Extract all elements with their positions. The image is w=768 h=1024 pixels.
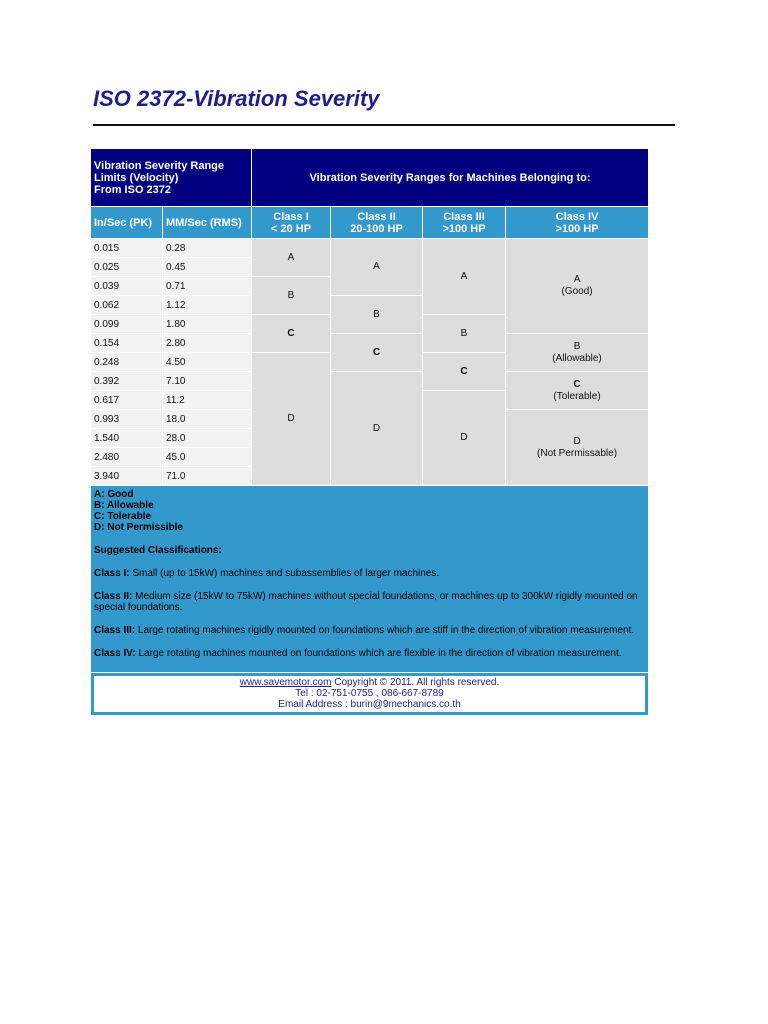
mm-sec-value: 28.0 [163, 429, 252, 448]
zone-letter: D [573, 435, 581, 447]
in-sec-value: 0.025 [91, 258, 163, 277]
mm-sec-value: 2.80 [163, 334, 252, 353]
copyright-text: Copyright © 2011. All rights reserved. [331, 677, 500, 688]
class-3-zone-c: C [423, 353, 506, 391]
mm-sec-value: 4.50 [163, 353, 252, 372]
classification-entry [94, 568, 645, 579]
col-class-3 [423, 207, 506, 239]
mm-sec-value: 0.45 [163, 258, 252, 277]
legend-item: C: Tolerable [94, 511, 152, 522]
in-sec-value: 0.392 [91, 372, 163, 391]
class-2-zone-a: A [331, 239, 423, 296]
in-sec-value: 0.062 [91, 296, 163, 315]
vibration-severity-table [90, 148, 649, 716]
legend-item: B: Allowable [94, 500, 154, 511]
classification-label: Class I: [94, 568, 130, 579]
in-sec-value: 3.940 [91, 467, 163, 486]
zone-description: (Good) [561, 286, 593, 297]
zone-letter: B [573, 340, 581, 352]
class-4-range: >100 HP [555, 222, 599, 235]
class-3-zone-a: A [423, 239, 506, 315]
col-mm-sec: MM/Sec (RMS) [163, 207, 252, 239]
class-2-zone-c: C [331, 334, 423, 372]
class-3-name: Class III [443, 210, 485, 223]
suggested-classifications-title: Suggested Classifications: [94, 545, 222, 556]
zone-letter: A [573, 274, 581, 285]
email-line: Email Address : burin@9mechanics.co.th [278, 699, 461, 710]
range-limits-header [91, 149, 252, 207]
class-1-zone-d: D [252, 353, 331, 486]
class-4-zone-a [506, 239, 649, 334]
mm-sec-value: 1.80 [163, 315, 252, 334]
legend-item: D: Not Permissible [94, 522, 183, 533]
class-1-zone-a: A [252, 239, 331, 277]
in-sec-value: 0.617 [91, 391, 163, 410]
classification-text: Medium size (15kW to 75kW) machines without special foundations, or machines up to 300kW rigidly mounted on special foundations. [94, 591, 638, 613]
col-in-sec: In/Sec (PK) [91, 207, 163, 239]
class-4-zone-d [506, 410, 649, 486]
mm-sec-value: 7.10 [163, 372, 252, 391]
mm-sec-value: 1.12 [163, 296, 252, 315]
classification-label: Class III: [94, 625, 136, 636]
range-header-line-1: Vibration Severity Range [94, 159, 225, 172]
class-2-name: Class II [357, 210, 396, 223]
classification-entry [94, 648, 645, 659]
zone-description: (Tolerable) [553, 390, 601, 402]
col-class-4 [506, 207, 649, 239]
in-sec-value: 0.154 [91, 334, 163, 353]
range-header-line-3: From ISO 2372 [94, 183, 172, 196]
copyright-line [94, 677, 645, 688]
zone-letter: C [573, 378, 581, 390]
col-class-1 [252, 207, 331, 239]
classification-label: Class IV: [94, 648, 136, 659]
class-1-range: < 20 HP [270, 222, 312, 235]
classification-entry [94, 625, 645, 636]
class-3-zone-d: D [423, 391, 506, 486]
in-sec-value: 1.540 [91, 429, 163, 448]
in-sec-value: 0.015 [91, 239, 163, 258]
mm-sec-value: 45.0 [163, 448, 252, 467]
website-link[interactable]: www.savemotor.com [239, 677, 332, 688]
telephone-line: Tel : 02-751-0755 , 086-667-8789 [295, 688, 444, 699]
in-sec-value: 0.099 [91, 315, 163, 334]
class-1-name: Class I [273, 210, 309, 223]
title-divider [93, 124, 675, 126]
zone-description: (Allowable) [552, 352, 602, 364]
zone-description: (Not Permissable) [537, 447, 618, 459]
class-4-name: Class IV [555, 210, 599, 223]
page-title: ISO 2372-Vibration Severity [93, 86, 380, 111]
range-header-line-2: Limits (Velocity) [94, 171, 179, 184]
class-4-zone-b [506, 334, 649, 372]
col-class-2 [331, 207, 423, 239]
class-2-range: 20-100 HP [350, 222, 403, 235]
class-4-zone-c [506, 372, 649, 410]
footer-box [94, 676, 645, 712]
class-1-zone-b: B [252, 277, 331, 315]
classification-label: Class II: [94, 591, 133, 602]
class-2-zone-d: D [331, 372, 423, 486]
mm-sec-value: 18.0 [163, 410, 252, 429]
class-3-range: >100 HP [442, 222, 486, 235]
class-1-zone-c: C [252, 315, 331, 353]
classification-entry [94, 591, 645, 613]
in-sec-value: 2.480 [91, 448, 163, 467]
mm-sec-value: 0.71 [163, 277, 252, 296]
mm-sec-value: 0.28 [163, 239, 252, 258]
mm-sec-value: 71.0 [163, 467, 252, 486]
legend-section [91, 486, 649, 673]
footer-section [91, 673, 649, 716]
in-sec-value: 0.993 [91, 410, 163, 429]
mm-sec-value: 11.2 [163, 391, 252, 410]
legend-item: A: Good [94, 489, 134, 500]
severity-ranges-header: Vibration Severity Ranges for Machines Belonging to: [252, 149, 649, 207]
in-sec-value: 0.039 [91, 277, 163, 296]
classification-text: Large rotating machines rigidly mounted on foundations which are stiff in the direction of vibration measurement. [135, 625, 635, 636]
in-sec-value: 0.248 [91, 353, 163, 372]
classification-text: Large rotating machines mounted on foundations which are flexible in the direction of vibration measurement. [135, 648, 622, 659]
class-3-zone-b: B [423, 315, 506, 353]
class-2-zone-b: B [331, 296, 423, 334]
classification-text: Small (up to 15kW) machines and subassemblies of larger machines. [129, 568, 440, 579]
